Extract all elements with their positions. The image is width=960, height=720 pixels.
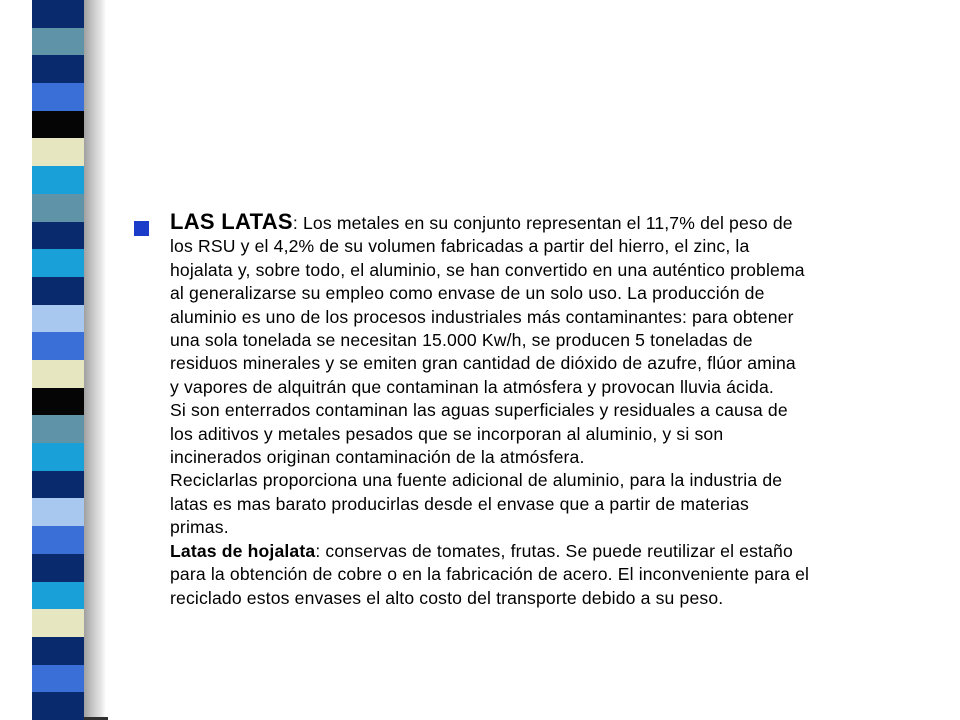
text-line: latas es mas barato producirlas desde el envase que a partir de materias	[170, 493, 749, 514]
stripe-square	[32, 222, 84, 250]
bullet-item	[134, 210, 934, 610]
text-line-rest: Los metales en su conjunto representan el 11,7% del peso de	[297, 213, 793, 233]
decorative-stripe	[0, 0, 108, 720]
text-line: Si son enterrados contaminan las aguas superficiales y residuales a causa de	[170, 400, 788, 421]
stripe-square	[32, 55, 84, 83]
stripe-squares	[32, 0, 84, 720]
text-line: los aditivos y metales pesados que se incorporan al aluminio, y si son	[170, 423, 724, 444]
stripe-square	[32, 249, 84, 277]
stripe-square	[32, 360, 84, 388]
stripe-square	[32, 582, 84, 610]
stripe-square	[32, 415, 84, 443]
stripe-square	[32, 471, 84, 499]
stripe-square	[32, 388, 84, 416]
stripe-square	[32, 83, 84, 111]
text-line: hojalata y, sobre todo, el aluminio, se han convertido en una auténtico problema	[170, 259, 805, 280]
text-line: residuos minerales y se emiten gran cantidad de dióxido de azufre, flúor amina	[170, 353, 796, 374]
stripe-square	[32, 277, 84, 305]
text-line: Reciclarlas proporciona una fuente adicional de aluminio, para la industria de	[170, 470, 783, 491]
body-paragraph	[170, 210, 934, 610]
section-heading: LAS LATAS	[170, 209, 293, 234]
text-line	[170, 210, 934, 235]
stripe-square	[32, 498, 84, 526]
stripe-square	[32, 0, 84, 28]
stripe-square	[32, 609, 84, 637]
text-line: incinerados originan contaminación de la atmósfera.	[170, 447, 585, 468]
text-line: los RSU y el 4,2% de su volumen fabricadas a partir del hierro, el zinc, la	[170, 236, 750, 257]
stripe-shadow	[84, 0, 106, 720]
text-line: aluminio es uno de los procesos industriales más contaminantes: para obtener	[170, 306, 794, 327]
subheading-latas-hojalata: Latas de hojalata	[170, 540, 316, 561]
stripe-square	[32, 526, 84, 554]
text-line: una sola tonelada se necesitan 15.000 Kw/h, se producen 5 toneladas de	[170, 330, 753, 351]
stripe-square	[32, 305, 84, 333]
square-bullet-icon	[134, 221, 149, 236]
stripe-square	[32, 554, 84, 582]
stripe-square	[32, 166, 84, 194]
heading-colon: :	[292, 213, 298, 233]
stripe-square	[32, 28, 84, 56]
text-line: al generalizarse su empleo como envase de un solo uso. La producción de	[170, 283, 765, 304]
stripe-square	[32, 443, 84, 471]
stripe-square	[32, 332, 84, 360]
text-line: y vapores de alquitrán que contaminan la atmósfera y provocan lluvia ácida.	[170, 376, 774, 397]
slide-content	[134, 210, 934, 610]
text-line	[170, 540, 934, 563]
text-line: para la obtención de cobre o en la fabricación de acero. El inconveniente para el	[170, 564, 810, 585]
stripe-square	[32, 665, 84, 693]
stripe-square	[32, 111, 84, 139]
stripe-square	[32, 138, 84, 166]
stripe-square	[32, 692, 84, 720]
text-line: primas.	[170, 517, 229, 538]
text-line: reciclado estos envases el alto costo del transporte debido a su peso.	[170, 587, 724, 608]
text-line-rest: : conservas de tomates, frutas. Se puede reutilizar el estaño	[315, 540, 793, 561]
stripe-square	[32, 637, 84, 665]
stripe-square	[32, 194, 84, 222]
